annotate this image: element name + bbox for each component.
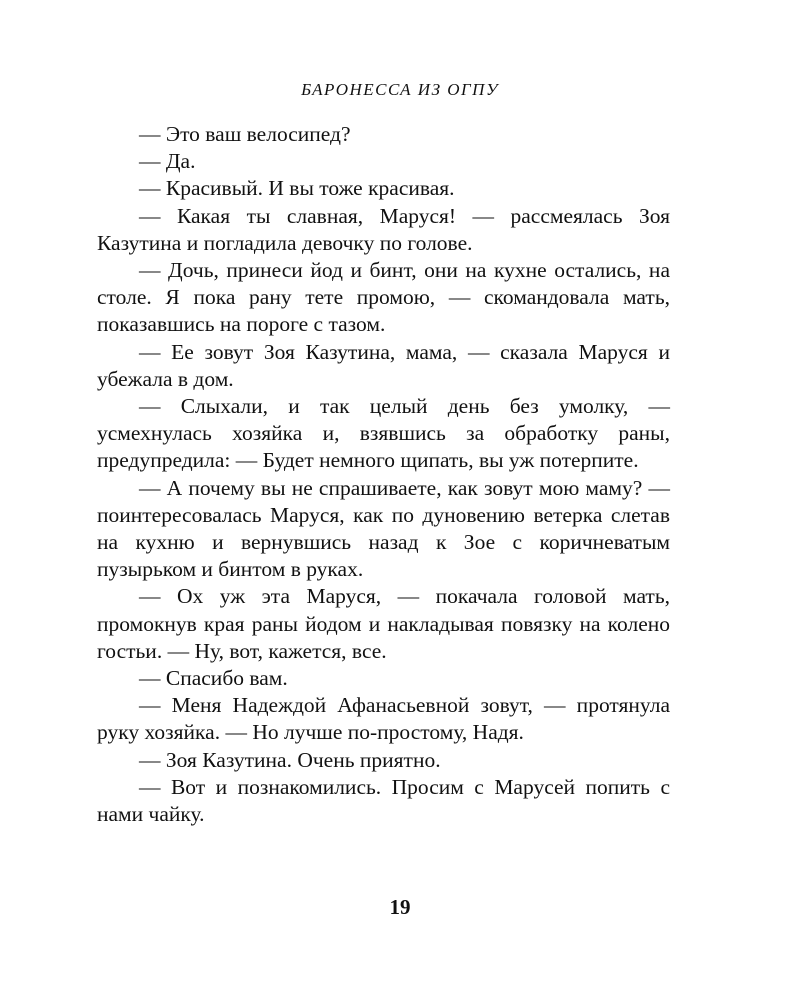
paragraph: — Слыхали, и так целый день без умолку, — усмехнулась хозяйка и, взявшись за обработку раны, предупредила: — Будет немного щипать, вы уж потерпите. bbox=[97, 394, 670, 473]
body-text bbox=[97, 121, 670, 828]
page-number: 19 bbox=[389, 895, 411, 919]
paragraph: — Зоя Казутина. Очень приятно. bbox=[139, 747, 441, 772]
paragraph: — Какая ты славная, Маруся! — рассмеялась Зоя Казутина и погладила девочку по голове. bbox=[97, 203, 670, 255]
paragraph: — Это ваш велосипед? bbox=[139, 122, 351, 146]
paragraph: — Красивый. И вы тоже красивая. bbox=[139, 176, 455, 201]
running-head: БАРОНЕССА ИЗ ОГПУ bbox=[301, 80, 499, 99]
paragraph: — А почему вы не спрашиваете, как зовут мою маму? — поинтересовалась Маруся, как по дуновению ветерка слетав на кухню и вернувшись назад к Зое с коричневатым пузырьком и бинтом в руках. bbox=[97, 475, 670, 582]
paragraph: — Да. bbox=[139, 149, 196, 174]
paragraph: — Меня Надеждой Афанасьевной зовут, — протянула руку хозяйка. — Но лучше по-простому, Надя. bbox=[97, 693, 670, 745]
paragraph: — Спасибо вам. bbox=[139, 666, 288, 691]
paragraph: — Ох уж эта Маруся, — покачала головой мать, промокнув края раны йодом и накладывая повязку на колено гостьи. — Ну, вот, кажется, все. bbox=[97, 584, 670, 663]
paragraph: — Вот и познакомились. Просим с Марусей попить с нами чайку. bbox=[97, 774, 670, 827]
paragraph: — Дочь, принеси йод и бинт, они на кухне остались, на столе. Я пока рану тете промою, — скомандовала мать, показавшись на пороге с тазом. bbox=[97, 258, 670, 337]
paragraph: — Ее зовут Зоя Казутина, мама, — сказала Маруся и убежала в дом. bbox=[97, 339, 670, 391]
